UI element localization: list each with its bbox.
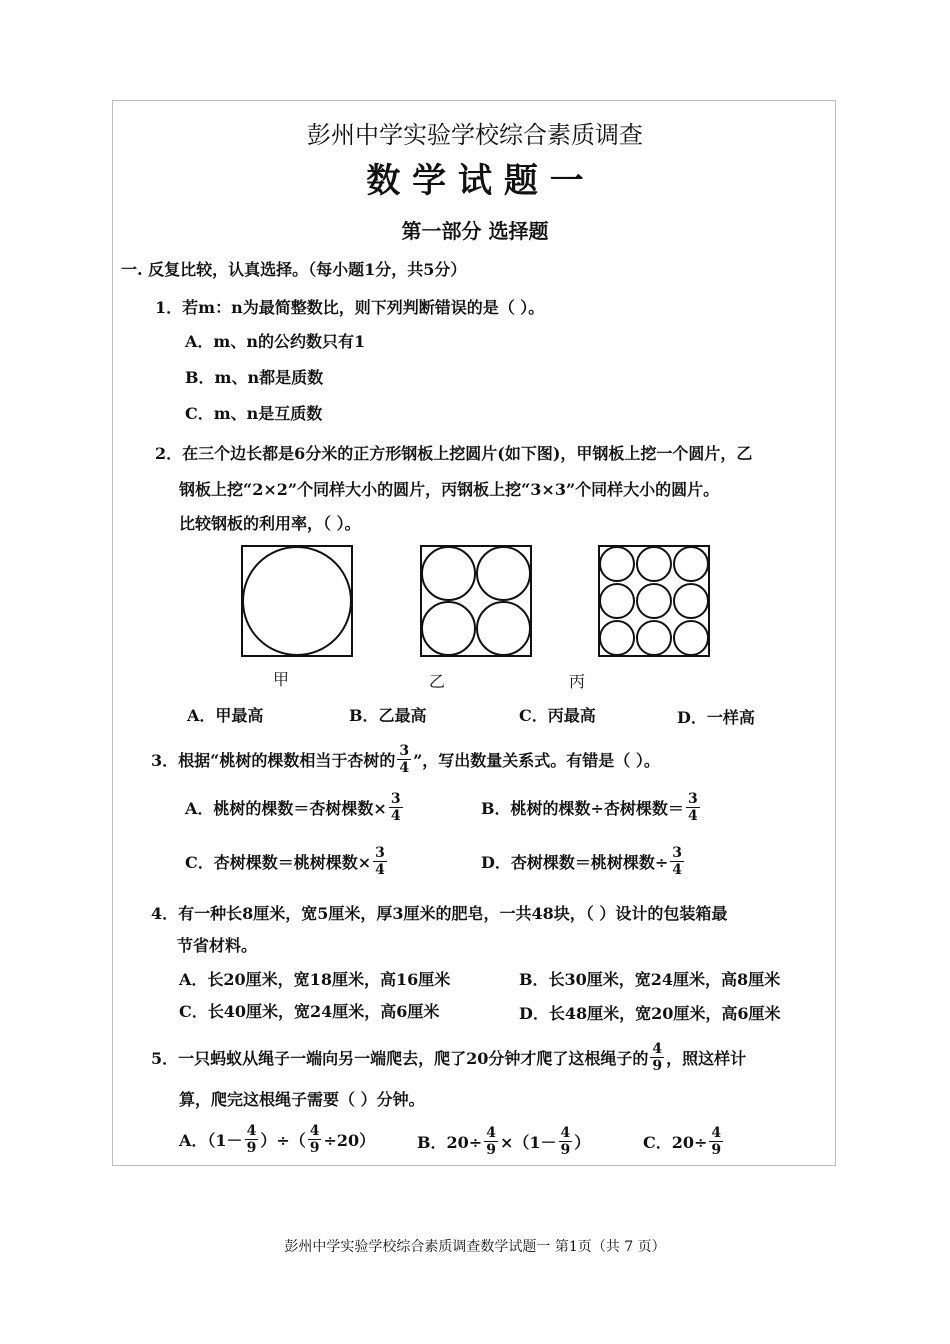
q3-option-c-fraction-den: 4 bbox=[375, 862, 385, 878]
q5-option-a bbox=[179, 1123, 375, 1156]
q5-stem-pre: 5．一只蚂蚁从绳子一端向另一端爬去，爬了20分钟才爬了这根绳子的 bbox=[151, 1049, 649, 1068]
q5-option-c-pre: C．20÷ bbox=[643, 1133, 708, 1152]
q3-option-b-fraction bbox=[686, 791, 700, 824]
q4-option-d: D．长48厘米，宽20厘米，高6厘米 bbox=[519, 1004, 781, 1023]
q5-option-c bbox=[643, 1125, 725, 1158]
q3-option-c-fraction bbox=[373, 845, 387, 878]
exam-title: 数 学 试 题 一 bbox=[366, 161, 584, 201]
q3-option-d-fraction-den: 4 bbox=[672, 862, 683, 878]
q5-option-b-post: ） bbox=[574, 1133, 591, 1152]
q3-option-b-text: B．桃树的棵数÷杏树棵数＝ bbox=[481, 799, 684, 818]
part-title: 第一部分 选择题 bbox=[401, 219, 549, 243]
q5-option-a-fraction1-den: 9 bbox=[246, 1140, 257, 1156]
q3-stem-pre: 3．根据“桃树的棵数相当于杏树的 bbox=[151, 751, 396, 770]
q3-option-a-text: A．桃树的棵数＝杏树棵数× bbox=[185, 799, 387, 818]
school-title: 彭州中学实验学校综合素质调查 bbox=[307, 121, 643, 149]
q3-option-c-text: C．杏树棵数＝桃树棵数× bbox=[185, 853, 372, 872]
q2-option-b: B．乙最高 bbox=[349, 706, 427, 725]
figure-label-jia: 甲 bbox=[273, 670, 290, 689]
q4-stem-line1: 4．有一种长8厘米，宽5厘米，厚3厘米的肥皂，一共48块，（ ）设计的包装箱最 bbox=[151, 904, 728, 923]
q3-option-c-fraction-num: 3 bbox=[375, 845, 385, 861]
page-footer: 彭州中学实验学校综合素质调查数学试题一 第1页（共 7 页） bbox=[284, 1239, 666, 1255]
q3-fraction bbox=[397, 743, 411, 776]
q2-option-a: A．甲最高 bbox=[187, 706, 264, 725]
exam-sheet bbox=[112, 100, 836, 1166]
q5-option-b-fraction2-num: 4 bbox=[560, 1125, 571, 1141]
q5-option-a-fraction2 bbox=[308, 1123, 322, 1156]
q5-option-b-pre: B．20÷ bbox=[417, 1133, 483, 1152]
q2-stem-line2: 钢板上挖“2×2”个同样大小的圆片，丙钢板上挖“3×3”个同样大小的圆片。 bbox=[179, 480, 720, 499]
q5-option-b-fraction1-den: 9 bbox=[486, 1142, 496, 1158]
q2-stem-line1: 2．在三个边长都是6分米的正方形钢板上挖圆片(如下图)，甲钢板上挖一个圆片，乙 bbox=[155, 444, 753, 463]
q2-option-d: D．一样高 bbox=[677, 708, 755, 727]
section-heading: 一. 反复比较，认真选择。（每小题1分，共5分） bbox=[121, 260, 467, 279]
q3-option-b-fraction-den: 4 bbox=[687, 808, 698, 824]
q5-option-b bbox=[417, 1125, 590, 1158]
q5-option-a-post: ÷20） bbox=[323, 1131, 376, 1150]
q5-fraction-den: 9 bbox=[652, 1058, 663, 1074]
q3-option-a-fraction bbox=[389, 791, 403, 824]
q3-option-d-text: D．杏树棵数＝桃树棵数÷ bbox=[481, 853, 669, 872]
q5-option-b-fraction1 bbox=[484, 1125, 498, 1158]
q1-option-a: A．m、n的公约数只有1 bbox=[185, 332, 366, 351]
q3-option-d bbox=[481, 845, 686, 878]
figure-label-yi: 乙 bbox=[429, 672, 446, 691]
q3-option-b bbox=[481, 791, 702, 824]
q3-option-c bbox=[185, 845, 389, 878]
q3-stem bbox=[151, 743, 660, 776]
q3-option-a-fraction-num: 3 bbox=[390, 791, 401, 807]
q4-option-a: A．长20厘米，宽18厘米，高16厘米 bbox=[179, 970, 451, 989]
q5-stem-post: ，照这样计 bbox=[666, 1049, 747, 1068]
q5-option-c-fraction-num: 4 bbox=[711, 1125, 722, 1141]
q5-option-a-fraction2-den: 9 bbox=[309, 1140, 320, 1156]
q3-stem-post: ”，写出数量关系式。有错是（ ）。 bbox=[413, 751, 660, 770]
q3-option-d-fraction bbox=[670, 845, 684, 878]
q5-option-a-fraction1-num: 4 bbox=[246, 1123, 257, 1139]
q4-stem-line2: 节省材料。 bbox=[177, 936, 258, 955]
q5-stem-line2: 算，爬完这根绳子需要（ ）分钟。 bbox=[179, 1090, 425, 1109]
q5-option-a-fraction1 bbox=[245, 1123, 259, 1156]
q4-option-b: B．长30厘米，宽24厘米，高8厘米 bbox=[519, 970, 781, 989]
q3-option-d-fraction-num: 3 bbox=[672, 845, 683, 861]
q2-stem-line3: 比较钢板的利用率，（ ）。 bbox=[179, 514, 361, 533]
q3-fraction-den: 4 bbox=[399, 760, 410, 776]
q5-option-b-fraction1-num: 4 bbox=[486, 1125, 496, 1141]
q1-stem: 1．若m：n为最简整数比，则下列判断错误的是（ ）。 bbox=[155, 298, 545, 317]
plate-bing-figure bbox=[598, 545, 710, 657]
q3-option-a bbox=[185, 791, 405, 824]
plate-yi-figure bbox=[420, 545, 532, 657]
q5-option-c-fraction-den: 9 bbox=[711, 1142, 722, 1158]
q5-fraction bbox=[650, 1041, 664, 1074]
plate-jia-figure bbox=[241, 545, 353, 657]
q5-option-a-fraction2-num: 4 bbox=[309, 1123, 320, 1139]
q3-fraction-num: 3 bbox=[399, 743, 410, 759]
q1-option-b: B．m、n都是质数 bbox=[185, 368, 324, 387]
q5-option-a-pre: A．（1－ bbox=[179, 1131, 243, 1150]
q4-option-c: C．长40厘米，宽24厘米，高6厘米 bbox=[179, 1002, 440, 1021]
figure-label-bing: 丙 bbox=[569, 672, 586, 691]
q2-option-c: C．丙最高 bbox=[519, 706, 596, 725]
q1-option-c: C．m、n是互质数 bbox=[185, 404, 323, 423]
q3-option-a-fraction-den: 4 bbox=[390, 808, 401, 824]
q5-option-b-fraction2-den: 9 bbox=[560, 1142, 571, 1158]
q5-stem bbox=[151, 1041, 746, 1074]
q5-option-c-fraction bbox=[709, 1125, 723, 1158]
q5-fraction-num: 4 bbox=[652, 1041, 663, 1057]
q3-option-b-fraction-num: 3 bbox=[687, 791, 698, 807]
q5-option-a-mid: ）÷（ bbox=[260, 1131, 306, 1150]
q5-option-b-fraction2 bbox=[559, 1125, 573, 1158]
q5-option-b-mid: ×（1－ bbox=[499, 1133, 557, 1152]
